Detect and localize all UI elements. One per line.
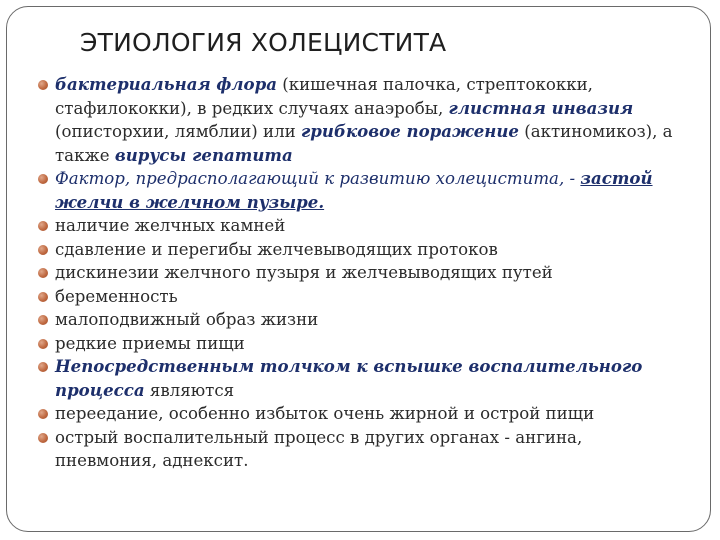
- item-text: переедание, особенно избыток очень жирной и острой пищи: [55, 404, 595, 423]
- list-item: [38, 285, 688, 309]
- item-text: наличие желчных камней: [55, 216, 286, 235]
- bullet-icon: [38, 409, 48, 419]
- list-item: [38, 426, 688, 473]
- item-text: беременность: [55, 286, 178, 306]
- item-text: редкие приемы пищи: [55, 333, 245, 353]
- list-item: [38, 167, 688, 214]
- bullet-icon: [38, 221, 48, 231]
- list-item: [38, 214, 688, 238]
- item-emphasis: глистная инвазия: [448, 97, 634, 118]
- list-item: [38, 402, 688, 426]
- item-emphasis: грибковое поражение: [300, 121, 519, 141]
- list-item: [38, 308, 688, 332]
- item-text: малоподвижный образ жизни: [55, 310, 319, 329]
- bullet-icon: [38, 362, 48, 372]
- item-text: (кишечная палочка, стрептококки, стафилококки), в редких случаях анаэробы,: [55, 75, 593, 118]
- bullet-icon: [38, 174, 48, 184]
- item-text: (описторхии, лямблии) или: [55, 122, 301, 141]
- item-text: являются: [144, 380, 235, 400]
- bullet-icon: [38, 433, 48, 443]
- item-text: сдавление и перегибы желчевыводящих протоков: [55, 239, 498, 259]
- bullet-icon: [38, 315, 48, 325]
- item-emphasis: бактериальная флора: [55, 74, 277, 94]
- item-emphasis: Фактор, предрасполагающий к развитию холецистита, -: [55, 169, 581, 188]
- list-item: [38, 73, 688, 167]
- item-emphasis: застой желчи в желчном пузыре.: [55, 168, 653, 212]
- bullet-icon: [38, 80, 48, 90]
- list-item: [38, 355, 688, 402]
- item-emphasis: Непосредственным толчком к вспышке воспалительного процесса: [55, 356, 643, 400]
- bullet-icon: [38, 292, 48, 302]
- list-item: [38, 332, 688, 356]
- bullet-icon: [38, 268, 48, 278]
- bullet-icon: [38, 339, 48, 349]
- item-emphasis: вирусы гепатита: [114, 144, 293, 165]
- slide-title: ЭТИОЛОГИЯ ХОЛЕЦИСТИТА: [80, 28, 447, 57]
- list-item: [38, 261, 688, 285]
- bullet-icon: [38, 245, 48, 255]
- item-text: острый воспалительный процесс в других органах - ангина, пневмония, аднексит.: [55, 427, 583, 470]
- item-text: дискинезии желчного пузыря и желчевыводящих путей: [55, 263, 553, 282]
- item-text: (актиномикоз), а также: [55, 122, 673, 165]
- bullet-list: [38, 73, 688, 473]
- list-item: [38, 238, 688, 262]
